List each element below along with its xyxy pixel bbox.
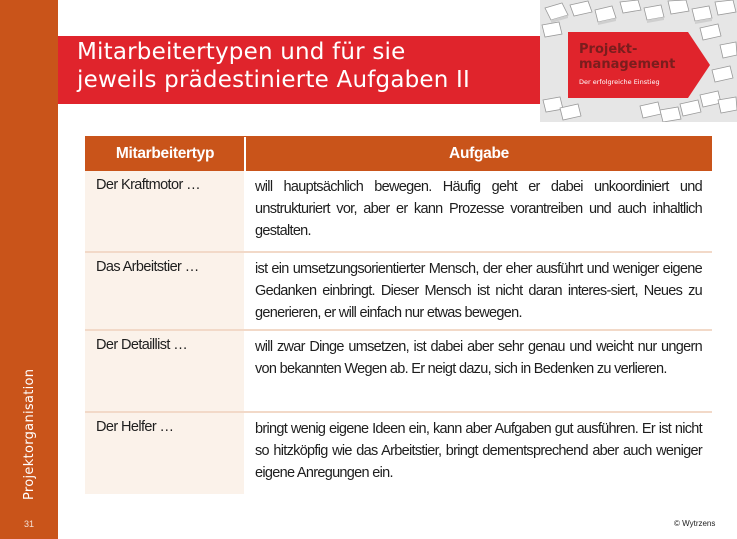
task-cell bbox=[244, 331, 712, 411]
table-row bbox=[85, 413, 712, 494]
badge-subtitle: Der erfolgreiche Einstieg bbox=[579, 78, 660, 86]
page-title-line-1: Mitarbeitertypen und für sie bbox=[77, 39, 406, 65]
table-row bbox=[85, 331, 712, 411]
page-number: 31 bbox=[23, 519, 34, 529]
badge-title bbox=[579, 42, 675, 72]
task-cell bbox=[244, 171, 712, 251]
type-label: Das Arbeitstier … bbox=[96, 259, 199, 275]
task-cell bbox=[244, 413, 712, 494]
page-title bbox=[77, 38, 547, 94]
type-label: Der Kraftmotor … bbox=[96, 177, 201, 193]
task-text: ist ein umsetzungsorientierter Mensch, der eher ausführt und weniger eigene Gedanken einbringt. Dieser Mensch ist nicht daran interes-siert, Neues zu generieren, er will einfach nur etwas bewegen. bbox=[255, 261, 702, 321]
type-label: Der Detaillist … bbox=[96, 337, 188, 353]
task-text: will zwar Dinge umsetzen, ist dabei aber sehr genau und weicht nur ungern von bekannten Wegen ab. Er neigt dazu, sich in Bedenken zu verlieren. bbox=[255, 339, 702, 377]
table-row bbox=[85, 253, 712, 329]
task-text: will hauptsächlich bewegen. Häufig geht er dabei unkoordiniert und unstrukturiert vor, aber er kann Prozesse vorantreiben und auch inhaltlich gestalten. bbox=[255, 179, 702, 239]
task-table bbox=[85, 136, 712, 494]
column-header-type: Mitarbeitertyp bbox=[115, 145, 215, 162]
type-cell bbox=[85, 331, 243, 411]
column-header-task: Aufgabe bbox=[449, 145, 509, 162]
task-text: bringt wenig eigene Ideen ein, kann aber Aufgaben gut ausführen. Er ist nicht so hitzköpfig wie das Arbeitstier, bringt dementsprechend aber auch weniger eigene Anregungen ein. bbox=[255, 421, 702, 481]
type-label: Der Helfer … bbox=[96, 419, 174, 435]
page-title-line-2: jeweils prädestinierte Aufgaben II bbox=[77, 67, 471, 93]
type-cell bbox=[85, 171, 243, 251]
table-row bbox=[85, 171, 712, 251]
table-header bbox=[85, 137, 712, 171]
badge-title-line-1: Projekt- bbox=[579, 42, 638, 57]
type-cell bbox=[85, 253, 243, 329]
badge-title-line-2: management bbox=[579, 57, 676, 72]
copyright-notice: © Wytrzens bbox=[674, 519, 716, 528]
type-cell bbox=[85, 413, 243, 494]
section-label: Projektorganisation bbox=[22, 368, 37, 500]
task-cell bbox=[244, 253, 712, 329]
